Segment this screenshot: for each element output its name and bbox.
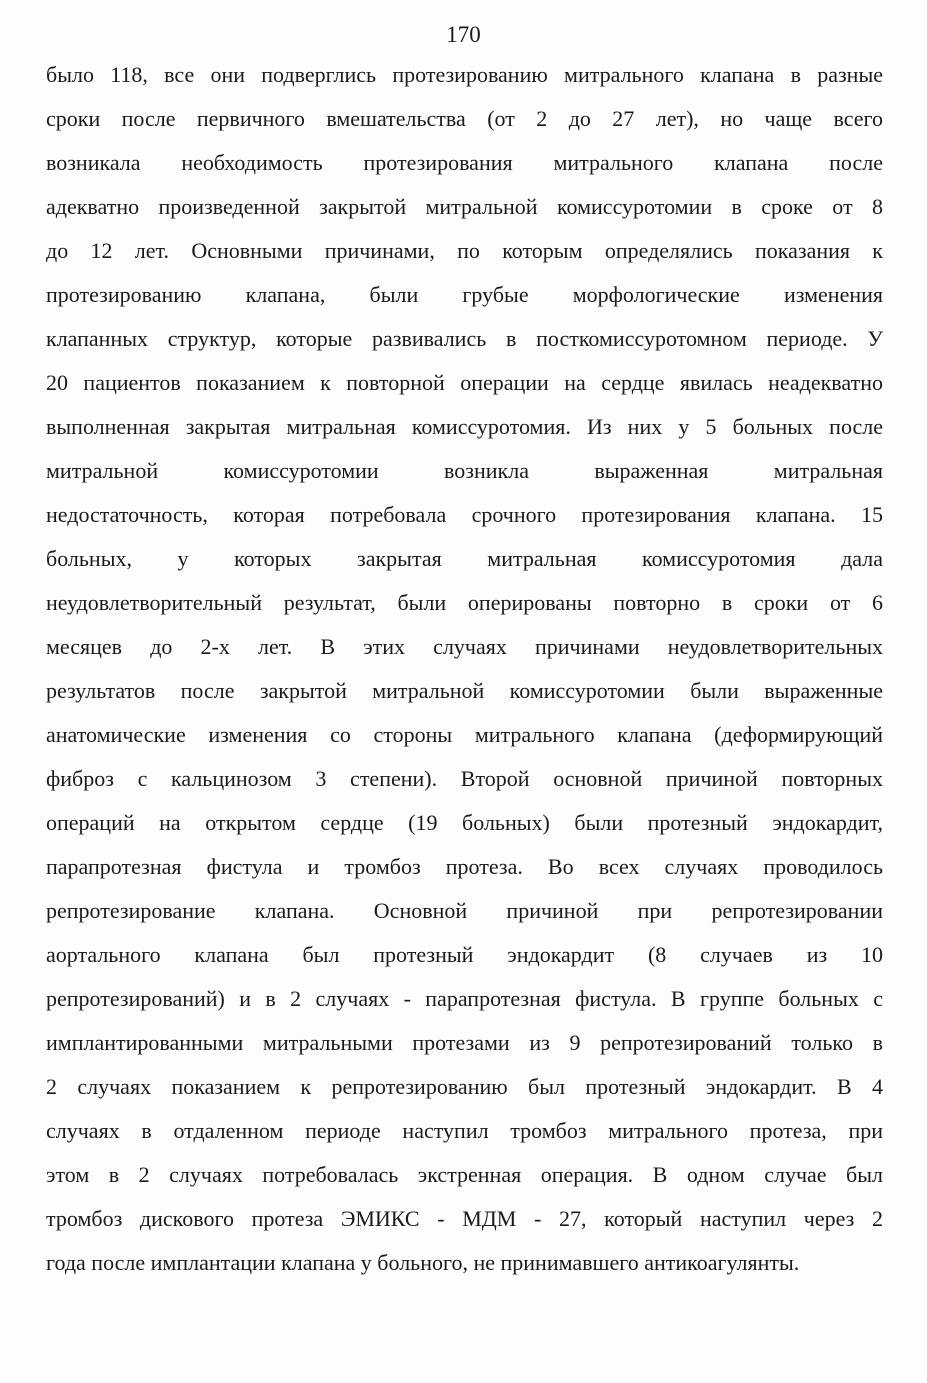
text-line: тромбоз дискового протеза ЭМИКС - МДМ - 27, который наступил через 2 [46, 1206, 883, 1231]
text-line: возникала необходимость протезирования митрального клапана после [46, 150, 883, 175]
text-line: больных, у которых закрытая митральная комиссуротомия дала [46, 546, 883, 571]
text-line: неудовлетворительный результат, были оперированы повторно в сроки от 6 [46, 590, 883, 615]
text-line: фиброз с кальцинозом 3 степени). Второй основной причиной повторных [46, 766, 883, 791]
text-line: выполненная закрытая митральная комиссуротомия. Из них у 5 больных после [46, 414, 883, 439]
text-line: месяцев до 2-х лет. В этих случаях причинами неудовлетворительных [46, 634, 883, 659]
text-line: случаях в отдаленном периоде наступил тромбоз митрального протеза, при [46, 1118, 883, 1143]
text-line: парапротезная фистула и тромбоз протеза. Во всех случаях проводилось [46, 854, 883, 879]
text-line: этом в 2 случаях потребовалась экстренная операция. В одном случае был [46, 1162, 883, 1187]
text-line: репротезирование клапана. Основной причиной при репротезировании [46, 898, 883, 923]
text-line: результатов после закрытой митральной комиссуротомии были выраженные [46, 678, 883, 703]
text-line: протезированию клапана, были грубые морфологические изменения [46, 282, 883, 307]
text-line: 2 случаях показанием к репротезированию был протезный эндокардит. В 4 [46, 1074, 883, 1099]
body-text [46, 58, 883, 1290]
text-line: 20 пациентов показанием к повторной операции на сердце явилась неадекватно [46, 370, 883, 395]
text-line: репротезирований) и в 2 случаях - парапротезная фистула. В группе больных с [46, 986, 883, 1011]
text-line: адекватно произведенной закрытой митральной комиссуротомии в сроке от 8 [46, 194, 883, 219]
text-line: аортального клапана был протезный эндокардит (8 случаев из 10 [46, 942, 883, 967]
text-line: анатомические изменения со стороны митрального клапана (деформирующий [46, 722, 883, 747]
text-line: митральной комиссуротомии возникла выраженная митральная [46, 458, 883, 483]
text-line: года после имплантации клапана у больного, не принимавшего антикоагулянты. [46, 1250, 800, 1275]
page-number: 170 [446, 22, 481, 47]
text-line: клапанных структур, которые развивались в посткомиссуротомном периоде. У [46, 326, 883, 351]
text-line: было 118, все они подверглись протезированию митрального клапана в разные [46, 62, 883, 87]
text-line: операций на открытом сердце (19 больных) были протезный эндокардит, [46, 810, 883, 835]
text-line: сроки после первичного вмешательства (от 2 до 27 лет), но чаще всего [46, 106, 883, 131]
text-line: до 12 лет. Основными причинами, по которым определялись показания к [46, 238, 883, 263]
text-line: имплантированными митральными протезами из 9 репротезирований только в [46, 1030, 883, 1055]
text-line: недостаточность, которая потребовала срочного протезирования клапана. 15 [46, 502, 883, 527]
